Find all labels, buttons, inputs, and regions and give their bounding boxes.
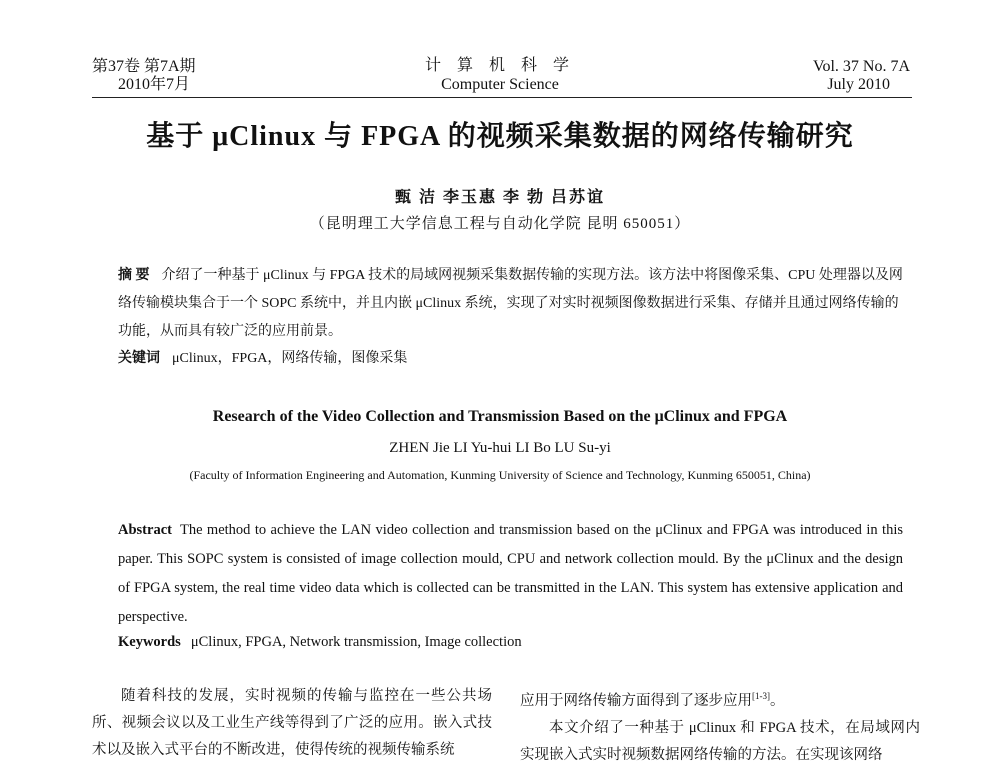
body-right-p1-text: 应用于网络传输方面得到了逐步应用 xyxy=(520,692,752,709)
body-right-paragraph-1 xyxy=(520,683,920,715)
journal-name-en: Computer Science xyxy=(441,76,559,93)
paper-affiliation: （昆明理工大学信息工程与自动化学院 昆明 650051） xyxy=(309,216,691,232)
english-keywords-text: μClinux, FPGA, Network transmission, Image collection xyxy=(190,634,522,650)
cn-abstract xyxy=(118,262,903,346)
english-title: Research of the Video Collection and Transmission Based on the μClinux and FPGA xyxy=(212,408,788,425)
body-left-column: 随着科技的发展，实时视频的传输与监控在一些公共场所、视频会议以及工业生产线等得到了广泛的应用。嵌入式技术以及嵌入式平台的不断改进，使得传统的视频传输系统 xyxy=(92,688,492,758)
header-rule xyxy=(92,97,912,98)
cn-keywords xyxy=(118,347,903,367)
english-authors: ZHEN Jie LI Yu-hui LI Bo LU Su-yi xyxy=(389,440,611,456)
body-right-paragraph-2: 本文介绍了一种基于 μClinux 和 FPGA 技术，在局域网内实现嵌入式实时视频数据网络传输的方法。在实现该网络 xyxy=(520,719,920,763)
english-abstract xyxy=(118,516,903,632)
journal-name-cn: 计 算 机 科 学 xyxy=(424,57,575,74)
english-affiliation: (Faculty of Information Engineering and Automation, Kunming University of Science and Technology, Kunming 650051, China) xyxy=(189,468,811,482)
cn-keywords-label: 关键词 xyxy=(118,351,160,366)
citation-ref: [1-3] xyxy=(752,691,770,701)
cn-abstract-label: 摘 要 xyxy=(118,268,150,283)
english-abstract-text: The method to achieve the LAN video collection and transmission based on the μClinux and FPGA was introduced in this paper. This SOPC system is consisted of image collection mould, CPU and network collection mould. By the μClinux and the design of FPGA system, the real time video data which is collected can be transmitted in the LAN. This system has extensive application and perspective. xyxy=(118,522,903,625)
paper-authors: 甄 洁 李玉惠 李 勃 吕苏谊 xyxy=(394,189,605,206)
journal-date-cn: 2010年7月 xyxy=(118,76,191,93)
english-keywords-label: Keywords xyxy=(118,634,181,650)
english-keywords xyxy=(118,634,903,651)
journal-date-en: July 2010 xyxy=(827,76,890,93)
journal-volume-en: Vol. 37 No. 7A xyxy=(812,58,910,75)
cn-keywords-text: μClinux，FPGA，网络传输，图像采集 xyxy=(172,351,408,366)
journal-volume-issue: 第37卷 第7A期 xyxy=(92,58,196,75)
cn-abstract-text: 介绍了一种基于 μClinux 与 FPGA 技术的局域网视频采集数据传输的实现方法。该方法中将图像采集、CPU 处理器以及网络传输模块集合于一个 SOPC 系统中，并且内嵌 μClinux 系统，实现了对实时视频图像数据进行采集、存储并且通过网络传输的功能，从而具有较广泛的应用前景。 xyxy=(118,268,903,339)
body-right-column xyxy=(520,683,920,769)
body-right-p1-end: 。 xyxy=(770,692,785,709)
english-abstract-label: Abstract xyxy=(118,522,172,538)
paper-title: 基于 μClinux 与 FPGA 的视频采集数据的网络传输研究 xyxy=(146,121,854,152)
